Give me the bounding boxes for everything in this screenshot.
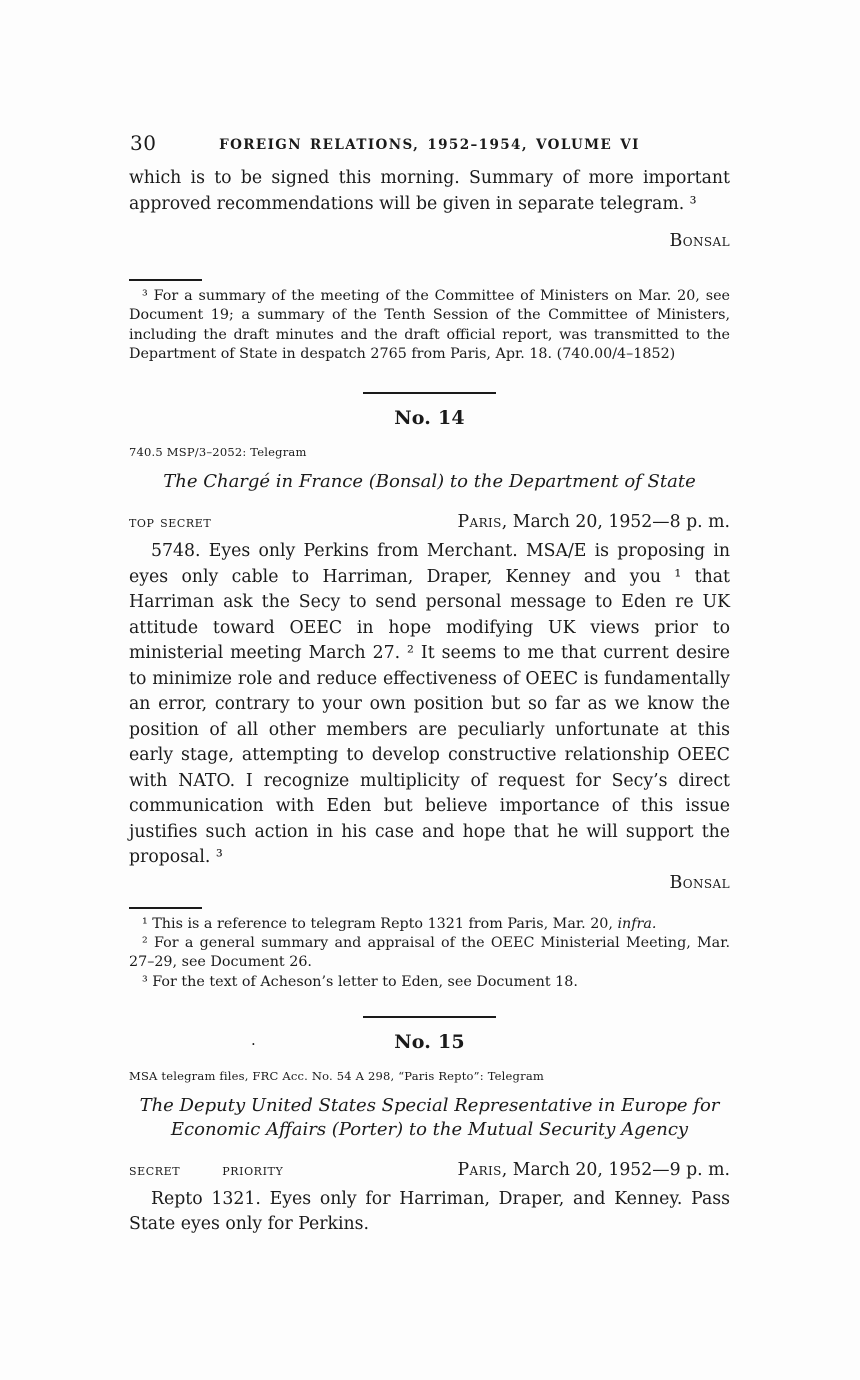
doc14-signature: Bonsal	[669, 872, 730, 893]
footnote-1-doc14	[129, 915, 730, 934]
doc14-dateline	[458, 512, 731, 532]
doc15-priority: priority	[222, 1160, 284, 1179]
doc14-title: The Chargé in France (Bonsal) to the Department of State	[163, 471, 696, 493]
doc13-footnotes	[129, 287, 730, 364]
footnote-rule	[129, 907, 202, 909]
text-segment: ¹ This is a reference to telegram Repto 1321 from Paris, Mar. 20,	[142, 915, 618, 932]
running-head-title: FOREIGN RELATIONS, 1952–1954, VOLUME VI	[219, 137, 640, 153]
text-segment-smallcaps: Paris	[457, 512, 502, 533]
doc14-body: 5748. Eyes only Perkins from Merchant. MSA/E is proposing in eyes only cable to Harriman, Draper, Kenney and you ¹ that Harriman ask the Secy to send personal message to Eden re UK attitude toward OEEC in hope modifying UK views prior to ministerial meeting March 27. ² It seems to me that current desire to minimize role and reduce effectiveness of OEEC is fundamentally an error, contrary to your own position but so far as we know the position of all other members are peculiarly unfortunate at this early stage, attempting to develop constructive relationship OEEC with NATO. I recognize multiplicity of request for Secy’s direct communication with Eden but believe importance of this issue justifies such action in his case and hope that he will support the proposal. ³	[129, 541, 730, 868]
doc15-body: Repto 1321. Eyes only for Harriman, Draper, and Kenney. Pass State eyes only for Perkins.	[129, 1188, 730, 1235]
doc15-heading	[129, 1030, 730, 1055]
doc15-dateline	[458, 1160, 731, 1180]
page-content	[129, 0, 730, 1238]
scan-artifact-dot: .	[251, 1030, 256, 1049]
doc15-number: No. 15	[394, 1030, 465, 1053]
footnote-2-doc14: ² For a general summary and appraisal of the OEEC Ministerial Meeting, Mar. 27–29, see Document 26.	[129, 934, 730, 971]
document-separator-rule	[363, 1016, 496, 1018]
text-segment: , March 20, 1952—8 p. m.	[501, 512, 730, 533]
doc15-title-line1: The Deputy United States Special Representative in Europe for	[139, 1094, 720, 1116]
footnote-3-doc14: ³ For the text of Acheson’s letter to Eden, see Document 18.	[142, 973, 578, 990]
footnote-rule	[129, 279, 202, 281]
doc14-number: No. 14	[394, 407, 465, 430]
doc15-source-line: MSA telegram files, FRC Acc. No. 54 A 298, “Paris Repto”: Telegram	[129, 1068, 544, 1083]
text-segment: , March 20, 1952—9 p. m.	[501, 1159, 730, 1180]
page-number: 30	[130, 131, 157, 155]
doc14-source-line: 740.5 MSP/3–2052: Telegram	[129, 445, 307, 460]
running-header	[129, 131, 730, 156]
document-separator-rule	[363, 392, 496, 394]
footnote-3-doc13: ³ For a summary of the meeting of the Committee of Ministers on Mar. 20, see Document 19; a summary of the Tenth Session of the Committee of Ministers, including the draft minutes and the draft official report, was transmitted to the Department of State in despatch 2765 from Paris, Apr. 18. (740.00/4–1852)	[129, 288, 730, 362]
doc15-title	[129, 1094, 730, 1142]
text-segment-italic: infra.	[617, 915, 657, 932]
doc14-classification-row	[129, 512, 730, 532]
doc14-classification: top secret	[129, 513, 212, 532]
text-segment-smallcaps: Paris	[457, 1159, 502, 1180]
doc13-body-continuation: which is to be signed this morning. Summary of more important approved recommendations will be given in separate telegram. ³	[129, 168, 730, 214]
doc15-classification: secret	[129, 1160, 181, 1179]
doc13-signature: Bonsal	[669, 231, 730, 251]
doc15-title-line2: Economic Affairs (Porter) to the Mutual Security Agency	[170, 1118, 689, 1140]
doc14-footnotes	[129, 915, 730, 992]
doc15-classification-row	[129, 1160, 730, 1180]
